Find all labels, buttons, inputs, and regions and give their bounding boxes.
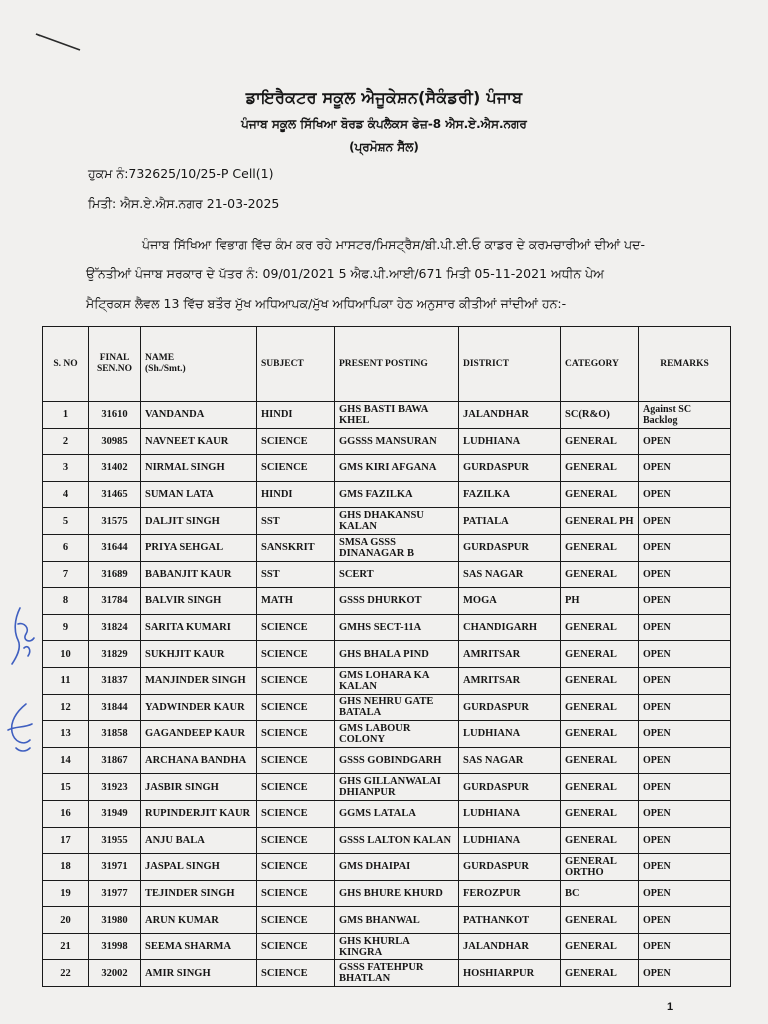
header-name	[141, 327, 257, 402]
cell-subject: SCIENCE	[257, 960, 335, 987]
cell-sno: 1	[43, 402, 89, 429]
cell-sno: 12	[43, 694, 89, 721]
cell-final-sen: 32002	[89, 960, 141, 987]
cell-posting: GMHS SECT-11A	[335, 614, 459, 641]
cell-sno: 19	[43, 880, 89, 907]
cell-category: GENERAL	[561, 960, 639, 987]
cell-final-sen: 31610	[89, 402, 141, 429]
cell-subject: HINDI	[257, 481, 335, 508]
cell-sno: 18	[43, 854, 89, 881]
cell-name: ARCHANA BANDHA	[141, 747, 257, 774]
table-row	[43, 428, 731, 455]
cell-district: AMRITSAR	[459, 667, 561, 694]
cell-final-sen: 31829	[89, 641, 141, 668]
cell-subject: SCIENCE	[257, 455, 335, 482]
paragraph-line-1: ਪੰਜਾਬ ਸਿੱਖਿਆ ਵਿਭਾਗ ਵਿੱਚ ਕੰਮ ਕਰ ਰਹੇ ਮਾਸਟਰ/ਮਿਸਟ੍ਰੈਸ/ਬੀ.ਪੀ.ਈ.ਓ ਕਾਡਰ ਦੇ ਕਰਮਚਾਰੀਆਂ ਦੀਆਂ ਪਦ-	[142, 237, 645, 252]
cell-remarks: OPEN	[639, 933, 731, 960]
cell-remarks: OPEN	[639, 561, 731, 588]
table-row	[43, 694, 731, 721]
cell-posting: GHS BHURE KHURD	[335, 880, 459, 907]
cell-category: GENERAL	[561, 800, 639, 827]
table-body	[43, 402, 731, 987]
cell-name: JASPAL SINGH	[141, 854, 257, 881]
header-name-sub: (Sh./Smt.)	[145, 364, 186, 374]
cell-posting: GHS BHALA PIND	[335, 641, 459, 668]
table-row	[43, 800, 731, 827]
cell-subject: SCIENCE	[257, 907, 335, 934]
cell-remarks: OPEN	[639, 614, 731, 641]
header-subject: SUBJECT	[257, 327, 335, 402]
table-row	[43, 774, 731, 801]
table-row	[43, 481, 731, 508]
cell-sno: 21	[43, 933, 89, 960]
cell-final-sen: 31971	[89, 854, 141, 881]
pen-stroke-mark	[34, 30, 82, 52]
cell-sno: 4	[43, 481, 89, 508]
cell-name: GAGANDEEP KAUR	[141, 721, 257, 748]
header-remarks: REMARKS	[639, 327, 731, 402]
table-row	[43, 455, 731, 482]
header-category: CATEGORY	[561, 327, 639, 402]
cell-name: DALJIT SINGH	[141, 508, 257, 535]
cell-subject: SCIENCE	[257, 880, 335, 907]
cell-posting: GMS FAZILKA	[335, 481, 459, 508]
cell-subject: SCIENCE	[257, 854, 335, 881]
cell-sno: 14	[43, 747, 89, 774]
cell-posting: GGMS LATALA	[335, 800, 459, 827]
cell-name: SARITA KUMARI	[141, 614, 257, 641]
cell-category: GENERAL	[561, 694, 639, 721]
cell-name: NIRMAL SINGH	[141, 455, 257, 482]
cell-sno: 5	[43, 508, 89, 535]
signature-mark-1	[6, 604, 40, 668]
cell-remarks: OPEN	[639, 800, 731, 827]
cell-subject: SCIENCE	[257, 747, 335, 774]
cell-final-sen: 31837	[89, 667, 141, 694]
cell-district: JALANDHAR	[459, 933, 561, 960]
cell-remarks: OPEN	[639, 694, 731, 721]
cell-final-sen: 31949	[89, 800, 141, 827]
cell-posting: GMS LABOUR COLONY	[335, 721, 459, 748]
cell-sno: 2	[43, 428, 89, 455]
cell-district: GURDASPUR	[459, 854, 561, 881]
table-row	[43, 641, 731, 668]
cell-remarks: OPEN	[639, 428, 731, 455]
table-row	[43, 907, 731, 934]
cell-category: GENERAL	[561, 455, 639, 482]
cell-posting: GSSS DHURKOT	[335, 588, 459, 615]
cell-final-sen: 31998	[89, 933, 141, 960]
paragraph-line-3: ਮੈਟ੍ਰਿਕਸ ਲੈਵਲ 13 ਵਿੱਚ ਬਤੌਰ ਮੁੱਖ ਅਧਿਆਪਕ/ਮੁੱਖ ਅਧਿਆਪਿਕਾ ਹੇਠ ਅਨੁਸਾਰ ਕੀਤੀਆਂ ਜਾਂਦੀਆਂ ਹਨ:-	[86, 296, 567, 311]
cell-category: GENERAL ORTHO	[561, 854, 639, 881]
page-number: 1	[667, 1001, 674, 1013]
cell-district: GURDASPUR	[459, 455, 561, 482]
cell-remarks: OPEN	[639, 588, 731, 615]
cell-subject: SCIENCE	[257, 721, 335, 748]
table-row	[43, 614, 731, 641]
cell-remarks: OPEN	[639, 827, 731, 854]
cell-remarks: OPEN	[639, 854, 731, 881]
order-number: ਹੁਕਮ ਨੰ:732625/10/25-P Cell(1)	[88, 166, 274, 181]
cell-posting: SMSA GSSS DINANAGAR B	[335, 534, 459, 561]
cell-district: HOSHIARPUR	[459, 960, 561, 987]
cell-remarks: OPEN	[639, 481, 731, 508]
cell-sno: 7	[43, 561, 89, 588]
cell-posting: GMS BHANWAL	[335, 907, 459, 934]
cell-remarks: OPEN	[639, 721, 731, 748]
table-row	[43, 561, 731, 588]
cell-remarks: OPEN	[639, 508, 731, 535]
cell-remarks: OPEN	[639, 455, 731, 482]
cell-final-sen: 31858	[89, 721, 141, 748]
table-row	[43, 960, 731, 987]
cell-final-sen: 31575	[89, 508, 141, 535]
cell-name: JASBIR SINGH	[141, 774, 257, 801]
cell-posting: GHS KHURLA KINGRA	[335, 933, 459, 960]
cell-sno: 15	[43, 774, 89, 801]
cell-final-sen: 31689	[89, 561, 141, 588]
cell-district: LUDHIANA	[459, 428, 561, 455]
table-row	[43, 721, 731, 748]
cell-name: SEEMA SHARMA	[141, 933, 257, 960]
cell-remarks: OPEN	[639, 774, 731, 801]
cell-district: AMRITSAR	[459, 641, 561, 668]
cell-name: BALVIR SINGH	[141, 588, 257, 615]
cell-name: BABANJIT KAUR	[141, 561, 257, 588]
cell-remarks: OPEN	[639, 534, 731, 561]
cell-category: GENERAL	[561, 614, 639, 641]
cell-name: PRIYA SEHGAL	[141, 534, 257, 561]
cell-district: FAZILKA	[459, 481, 561, 508]
cell-remarks: OPEN	[639, 641, 731, 668]
cell-subject: SST	[257, 508, 335, 535]
table-row	[43, 588, 731, 615]
cell-district: CHANDIGARH	[459, 614, 561, 641]
cell-final-sen: 31955	[89, 827, 141, 854]
cell-category: GENERAL	[561, 481, 639, 508]
table-row	[43, 880, 731, 907]
cell-district: PATHANKOT	[459, 907, 561, 934]
paragraph-line-2: ਉੱਨਤੀਆਂ ਪੰਜਾਬ ਸਰਕਾਰ ਦੇ ਪੱਤਰ ਨੰ: 09/01/2021 5 ਐਫ.ਪੀ.ਆਈ/671 ਮਿਤੀ 05-11-2021 ਅਧੀਨ ਪੇਅ	[86, 266, 604, 281]
header-district: DISTRICT	[459, 327, 561, 402]
cell-name: MANJINDER SINGH	[141, 667, 257, 694]
cell-sno: 17	[43, 827, 89, 854]
cell-subject: SCIENCE	[257, 800, 335, 827]
cell-posting: GHS DHAKANSU KALAN	[335, 508, 459, 535]
cell-sno: 13	[43, 721, 89, 748]
header-final-label: FINAL	[99, 353, 130, 363]
cell-name: RUPINDERJIT KAUR	[141, 800, 257, 827]
cell-category: GENERAL PH	[561, 508, 639, 535]
cell-final-sen: 31844	[89, 694, 141, 721]
cell-posting: GHS BASTI BAWA KHEL	[335, 402, 459, 429]
cell-category: SC(R&O)	[561, 402, 639, 429]
cell-final-sen: 31824	[89, 614, 141, 641]
cell-subject: SCIENCE	[257, 667, 335, 694]
cell-district: MOGA	[459, 588, 561, 615]
cell-remarks: OPEN	[639, 960, 731, 987]
cell-sno: 6	[43, 534, 89, 561]
cell-subject: MATH	[257, 588, 335, 615]
cell-sno: 10	[43, 641, 89, 668]
cell-final-sen: 31980	[89, 907, 141, 934]
cell-posting: GSSS GOBINDGARH	[335, 747, 459, 774]
cell-posting: GHS GILLANWALAI DHIANPUR	[335, 774, 459, 801]
cell-category: GENERAL	[561, 667, 639, 694]
header-address: ਪੰਜਾਬ ਸਕੂਲ ਸਿੱਖਿਆ ਬੋਰਡ ਕੰਪਲੈਕਸ ਫੇਜ਼-8 ਐਸ.ਏ.ਐਸ.ਨਗਰ	[241, 117, 527, 131]
cell-district: PATIALA	[459, 508, 561, 535]
cell-remarks: OPEN	[639, 747, 731, 774]
cell-sno: 20	[43, 907, 89, 934]
cell-category: BC	[561, 880, 639, 907]
cell-subject: SANSKRIT	[257, 534, 335, 561]
cell-final-sen: 31867	[89, 747, 141, 774]
header-title: ਡਾਇਰੈਕਟਰ ਸਕੂਲ ਐਜੂਕੇਸ਼ਨ(ਸੈਕੰਡਰੀ) ਪੰਜਾਬ	[245, 88, 523, 107]
header-posting: PRESENT POSTING	[335, 327, 459, 402]
header-final-sen	[89, 327, 141, 402]
cell-posting: GGSSS MANSURAN	[335, 428, 459, 455]
order-date: ਮਿਤੀ: ਐਸ.ਏ.ਐਸ.ਨਗਰ 21-03-2025	[88, 196, 280, 211]
cell-district: GURDASPUR	[459, 534, 561, 561]
cell-final-sen: 31784	[89, 588, 141, 615]
cell-district: GURDASPUR	[459, 774, 561, 801]
cell-final-sen: 31402	[89, 455, 141, 482]
cell-district: FEROZPUR	[459, 880, 561, 907]
cell-category: GENERAL	[561, 561, 639, 588]
cell-category: GENERAL	[561, 534, 639, 561]
cell-subject: SCIENCE	[257, 933, 335, 960]
cell-category: GENERAL	[561, 774, 639, 801]
cell-subject: SCIENCE	[257, 641, 335, 668]
cell-name: AMIR SINGH	[141, 960, 257, 987]
cell-final-sen: 31644	[89, 534, 141, 561]
cell-district: SAS NAGAR	[459, 561, 561, 588]
cell-final-sen: 31977	[89, 880, 141, 907]
cell-sno: 9	[43, 614, 89, 641]
cell-posting: GMS LOHARA KA KALAN	[335, 667, 459, 694]
cell-category: GENERAL	[561, 827, 639, 854]
cell-category: GENERAL	[561, 933, 639, 960]
table-header-row	[43, 327, 731, 402]
cell-district: GURDASPUR	[459, 694, 561, 721]
cell-sno: 8	[43, 588, 89, 615]
cell-final-sen: 31923	[89, 774, 141, 801]
cell-category: GENERAL	[561, 641, 639, 668]
cell-name: YADWINDER KAUR	[141, 694, 257, 721]
cell-name: ANJU BALA	[141, 827, 257, 854]
cell-name: VANDANDA	[141, 402, 257, 429]
cell-district: LUDHIANA	[459, 800, 561, 827]
cell-name: TEJINDER SINGH	[141, 880, 257, 907]
cell-district: JALANDHAR	[459, 402, 561, 429]
cell-subject: SCIENCE	[257, 614, 335, 641]
table-row	[43, 747, 731, 774]
table-row	[43, 534, 731, 561]
header-cell: (ਪ੍ਰਮੋਸ਼ਨ ਸੈੱਲ)	[349, 140, 419, 154]
promotion-table	[42, 326, 731, 987]
cell-district: LUDHIANA	[459, 721, 561, 748]
cell-sno: 16	[43, 800, 89, 827]
cell-sno: 3	[43, 455, 89, 482]
cell-posting: GSSS LALTON KALAN	[335, 827, 459, 854]
cell-posting: GSSS FATEHPUR BHATLAN	[335, 960, 459, 987]
cell-name: SUKHJIT KAUR	[141, 641, 257, 668]
cell-subject: SCIENCE	[257, 774, 335, 801]
cell-category: GENERAL	[561, 428, 639, 455]
table-row	[43, 854, 731, 881]
table-row	[43, 667, 731, 694]
cell-posting: GMS KIRI AFGANA	[335, 455, 459, 482]
cell-sno: 22	[43, 960, 89, 987]
table-row	[43, 508, 731, 535]
cell-subject: SST	[257, 561, 335, 588]
cell-final-sen: 31465	[89, 481, 141, 508]
cell-name: NAVNEET KAUR	[141, 428, 257, 455]
cell-remarks: Against SC Backlog	[639, 402, 731, 429]
header-name-label: NAME	[145, 353, 175, 363]
cell-district: LUDHIANA	[459, 827, 561, 854]
table-row	[43, 827, 731, 854]
cell-category: GENERAL	[561, 907, 639, 934]
cell-name: ARUN KUMAR	[141, 907, 257, 934]
cell-remarks: OPEN	[639, 907, 731, 934]
cell-category: PH	[561, 588, 639, 615]
cell-posting: GMS DHAIPAI	[335, 854, 459, 881]
signature-mark-2	[2, 700, 38, 756]
table-row	[43, 402, 731, 429]
cell-category: GENERAL	[561, 721, 639, 748]
cell-remarks: OPEN	[639, 880, 731, 907]
cell-sno: 11	[43, 667, 89, 694]
header-senno-label: SEN.NO	[96, 364, 133, 374]
cell-name: SUMAN LATA	[141, 481, 257, 508]
cell-posting: GHS NEHRU GATE BATALA	[335, 694, 459, 721]
cell-subject: SCIENCE	[257, 428, 335, 455]
cell-subject: HINDI	[257, 402, 335, 429]
cell-final-sen: 30985	[89, 428, 141, 455]
cell-subject: SCIENCE	[257, 694, 335, 721]
cell-category: GENERAL	[561, 747, 639, 774]
table-row	[43, 933, 731, 960]
cell-posting: SCERT	[335, 561, 459, 588]
header-sno: S. NO	[43, 327, 89, 402]
cell-subject: SCIENCE	[257, 827, 335, 854]
cell-remarks: OPEN	[639, 667, 731, 694]
cell-district: SAS NAGAR	[459, 747, 561, 774]
